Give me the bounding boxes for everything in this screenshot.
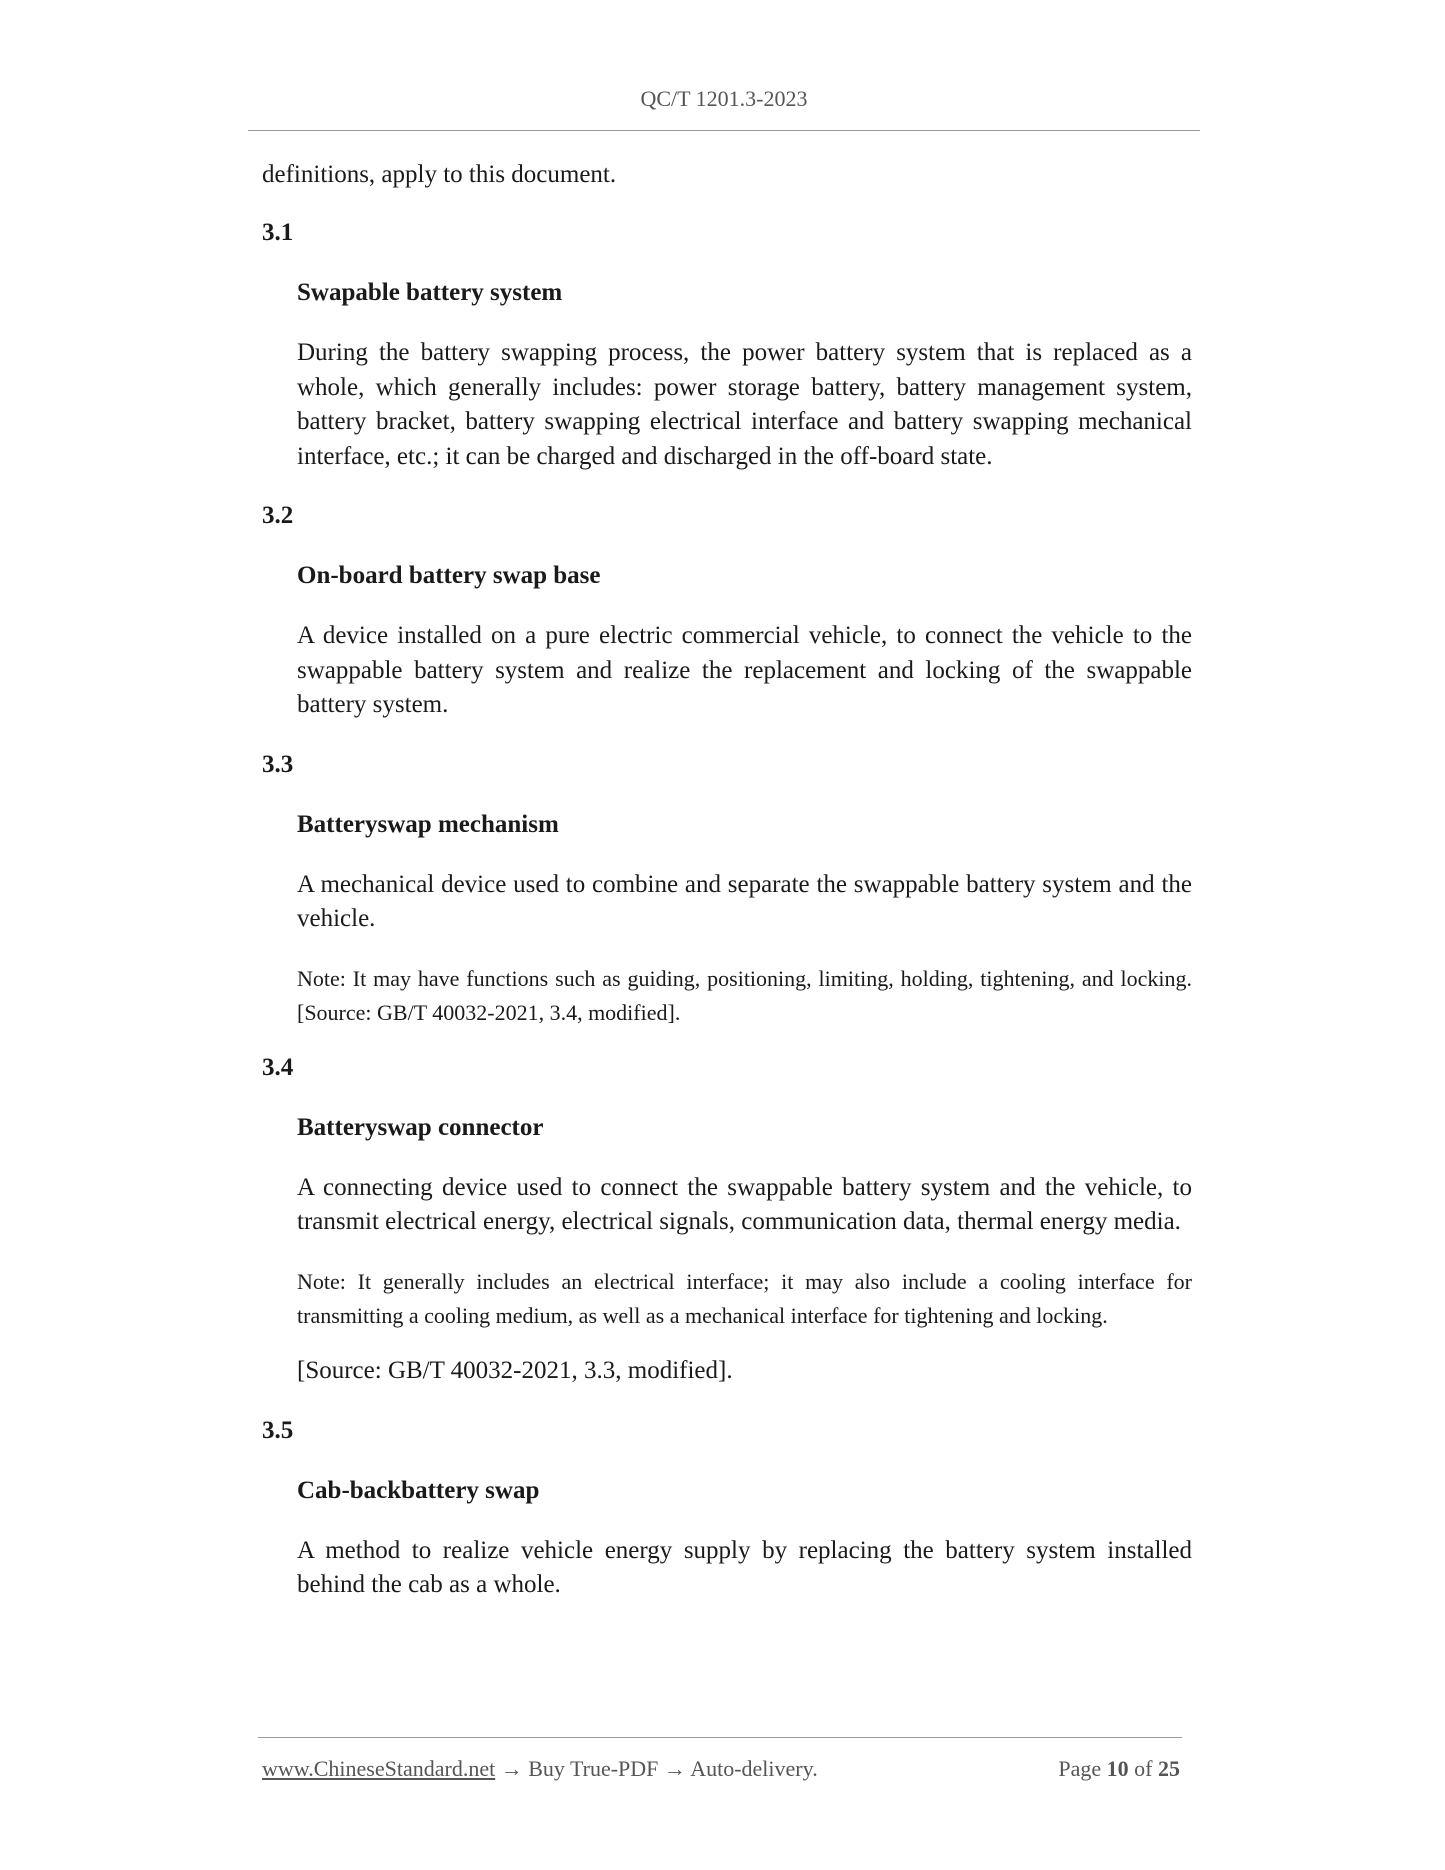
clause-3-1 [262,216,1192,474]
arrow-right-icon: → [500,1756,523,1781]
term-note: Note: It generally includes an electrical interface; it may also include a cooling interface for transmitting a cooling medium, as well as a mechanical interface for tightening and locking. [297,1268,1192,1328]
header-divider [248,130,1200,131]
page-header-standard-code: QC/T 1201.3-2023 [640,86,808,111]
clause-3-4 [262,1051,1192,1388]
term-definition: During the battery swapping process, the power battery system that is replaced as a whole, which generally includes: power storage battery, battery management system, battery bracket, battery swapping electrical interface and battery swapping mechanical interface, etc.; it can be charged and discharged in the off-board state. [297,339,1192,470]
footer-links [262,1756,818,1782]
clause-number: 3.4 [262,1053,294,1081]
intro-text: definitions, apply to this document. [262,161,617,188]
clause-number: 3.5 [262,1416,294,1444]
term-heading: On-board battery swap base [297,562,601,589]
page-counter [1058,1756,1180,1782]
term-heading: Batteryswap mechanism [297,810,559,838]
term-definition: A method to realize vehicle energy supply by replacing the battery system installed behind the cab as a whole. [297,1536,1192,1598]
arrow-right-icon: → [663,1756,686,1781]
term-definition: A device installed on a pure electric commercial vehicle, to connect the vehicle to the swappable battery system and realize the replacement and locking of the swappable battery system. [297,622,1192,718]
document-body [262,158,1192,1628]
buy-true-pdf-text: Buy True-PDF [528,1756,659,1781]
clause-3-5 [262,1414,1192,1603]
website-link[interactable]: www.ChineseStandard.net [262,1756,496,1781]
clause-3-2 [262,499,1192,723]
term-note: Note: It may have functions such as guiding, positioning, limiting, holding, tightening, and locking. [Source: GB/T 40032-2021, 3.4, modified]. [297,965,1192,1025]
clause-number: 3.2 [262,502,294,529]
total-pages: 25 [1158,1756,1180,1781]
term-definition: A connecting device used to connect the swappable battery system and the vehicle, to transmit electrical energy, electrical signals, communication data, thermal energy media. [297,1173,1192,1235]
clause-number: 3.1 [262,219,294,246]
page-label: Page [1058,1756,1102,1781]
clause-3-3 [262,748,1192,1031]
term-heading: Cab-backbattery swap [297,1476,540,1504]
term-heading: Batteryswap connector [297,1113,544,1141]
footer-divider [258,1737,1182,1738]
of-label: of [1134,1756,1153,1781]
term-heading: Swapable battery system [297,279,563,306]
page-number: 10 [1106,1756,1129,1781]
auto-delivery-text: Auto-delivery. [690,1756,818,1781]
term-definition: A mechanical device used to combine and separate the swappable battery system and the vehicle. [297,870,1192,932]
term-source: [Source: GB/T 40032-2021, 3.3, modified]. [297,1356,733,1384]
clause-number: 3.3 [262,750,294,778]
